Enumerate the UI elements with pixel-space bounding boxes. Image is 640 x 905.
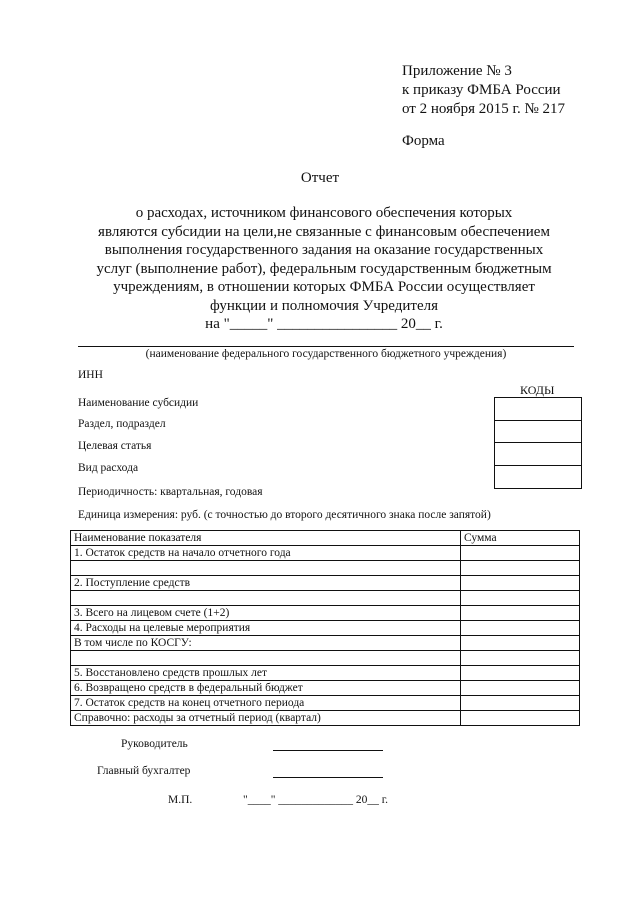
table-row: [71, 666, 580, 681]
sum-cell: [461, 576, 580, 591]
head-signature-line: [273, 750, 383, 751]
table-row: [71, 606, 580, 621]
indicator-cell: 4. Расходы на целевые мероприятия: [71, 621, 461, 636]
report-subtitle: [96, 204, 552, 334]
appendix-order: к приказу ФМБА России: [402, 82, 561, 98]
column-header-sum: Сумма: [461, 531, 580, 546]
appendix-date: от 2 ноября 2015 г. № 217: [402, 101, 566, 117]
table-row: [71, 561, 580, 576]
sum-cell: [461, 711, 580, 726]
subtitle-line: функции и полномочия Учредителя: [209, 297, 439, 314]
subtitle-line: выполнения государственного задания на оказание государственных: [104, 242, 544, 258]
table-header-row: [71, 531, 580, 546]
sum-cell: [461, 606, 580, 621]
subtitle-line: учреждениям, в отношении которых ФМБА России осуществляет: [113, 279, 535, 295]
sum-cell: [461, 546, 580, 561]
indicator-cell: 5. Восстановлено средств прошлых лет: [71, 666, 461, 681]
indicator-cell: [71, 651, 461, 666]
codes-box: [494, 397, 582, 489]
code-cell: [495, 398, 581, 421]
subtitle-line: о расходах, источником финансового обеспечения которых: [135, 205, 513, 221]
institution-caption: (наименование федерального государственного бюджетного учреждения): [145, 348, 507, 360]
sum-cell: [461, 621, 580, 636]
code-cell: [495, 421, 581, 444]
subtitle-line: являются субсидии на цели,не связанные с финансовым обеспечением: [98, 223, 550, 240]
table-row: [71, 681, 580, 696]
head-label: Руководитель: [121, 738, 188, 750]
report-title: Отчет: [300, 170, 340, 186]
table-row: [71, 576, 580, 591]
table-row: [71, 696, 580, 711]
table-row: [71, 711, 580, 726]
unit-label: Единица измерения: руб. (с точностью до второго десятичного знака после запятой): [78, 509, 491, 521]
code-cell: [495, 443, 581, 466]
expense-type-label: Вид расхода: [78, 462, 139, 474]
table-row: [71, 546, 580, 561]
table-row: [71, 651, 580, 666]
indicator-cell: 7. Остаток средств на конец отчетного периода: [71, 696, 461, 711]
sum-cell: [461, 666, 580, 681]
report-date-line: на "_____" ________________ 20__ г.: [205, 316, 443, 332]
signature-date: "____" _____________ 20__ г.: [243, 794, 389, 806]
indicator-cell: 3. Всего на лицевом счете (1+2): [71, 606, 461, 621]
subsidy-name-label: Наименование субсидии: [78, 397, 199, 409]
target-article-label: Целевая статья: [78, 440, 152, 452]
indicator-cell: [71, 591, 461, 606]
sum-cell: [461, 591, 580, 606]
indicator-cell: 6. Возвращено средств в федеральный бюджет: [71, 681, 461, 696]
subtitle-line: услуг (выполнение работ), федеральным государственным бюджетным: [96, 260, 552, 277]
sum-cell: [461, 696, 580, 711]
indicator-cell: В том числе по КОСГУ:: [71, 636, 461, 651]
indicator-cell: Справочно: расходы за отчетный период (квартал): [71, 711, 461, 726]
indicator-cell: [71, 561, 461, 576]
periodicity-label: Периодичность: квартальная, годовая: [78, 486, 263, 498]
sum-cell: [461, 681, 580, 696]
table-row: [71, 591, 580, 606]
report-table: [70, 530, 580, 726]
column-header-indicator: Наименование показателя: [71, 531, 461, 546]
codes-label: КОДЫ: [520, 383, 555, 397]
code-cell: [495, 466, 581, 488]
appendix-number: Приложение № 3: [402, 63, 512, 79]
institution-name-line: [78, 346, 574, 347]
chief-accountant-signature-line: [273, 777, 383, 778]
indicator-cell: 1. Остаток средств на начало отчетного года: [71, 546, 461, 561]
sum-cell: [461, 651, 580, 666]
inn-label: ИНН: [78, 369, 103, 381]
form-label: Форма: [402, 133, 445, 149]
indicator-cell: 2. Поступление средств: [71, 576, 461, 591]
appendix-header: [402, 62, 565, 119]
table-row: [71, 621, 580, 636]
section-label: Раздел, подраздел: [78, 418, 166, 430]
table-row: [71, 636, 580, 651]
sum-cell: [461, 636, 580, 651]
sum-cell: [461, 561, 580, 576]
chief-accountant-label: Главный бухгалтер: [97, 765, 191, 777]
stamp-label: М.П.: [168, 794, 193, 806]
